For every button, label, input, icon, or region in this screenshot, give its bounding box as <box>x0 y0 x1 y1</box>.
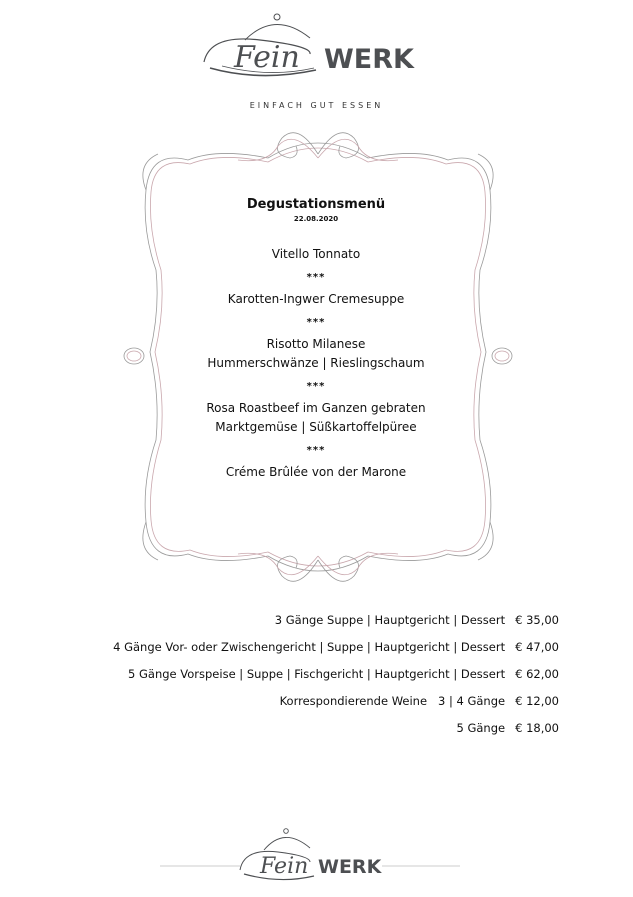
price-row <box>113 718 559 745</box>
course-separator: *** <box>306 317 326 328</box>
price-row <box>113 691 559 718</box>
course-line: Créme Brûlée von der Marone <box>225 465 407 479</box>
course-line: Hummerschwänze | Rieslingschaum <box>207 356 425 370</box>
menu-date: 22.08.2020 <box>293 215 339 223</box>
price-label: 4 Gänge Vor- oder Zwischengericht | Suppe | Hauptgericht | Dessert <box>113 640 506 654</box>
logo-bold-text: WERK <box>324 44 414 75</box>
feinwerk-logo-footer <box>160 826 460 884</box>
tagline: EINFACH GUT ESSEN <box>249 101 384 110</box>
price-row <box>113 664 559 691</box>
price-label: 3 Gänge Suppe | Hauptgericht | Dessert <box>274 613 506 627</box>
price-label: 5 Gänge <box>456 721 506 735</box>
price-label: Korrespondierende Weine 3 | 4 Gänge <box>279 694 506 708</box>
course-4 <box>166 399 466 437</box>
logo-script-text: Fein <box>260 854 309 879</box>
cloche-icon <box>245 24 310 40</box>
course-2 <box>166 290 466 309</box>
price-amount: € 12,00 <box>515 694 559 708</box>
course-separator: *** <box>306 272 326 283</box>
course-line: Marktgemüse | Süßkartoffelpüree <box>215 420 417 434</box>
price-amount: € 47,00 <box>515 640 559 654</box>
price-row <box>113 610 559 637</box>
tasting-menu <box>166 196 466 482</box>
course-1 <box>166 245 466 264</box>
price-list <box>113 610 559 745</box>
course-5 <box>166 463 466 482</box>
course-3 <box>166 335 466 373</box>
course-line: Risotto Milanese <box>266 337 366 351</box>
menu-title: Degustationsmenü <box>246 197 386 212</box>
course-line: Vitello Tonnato <box>271 247 361 261</box>
price-amount: € 35,00 <box>515 613 559 627</box>
logo-bold-text: WERK <box>318 856 382 878</box>
logo-script-text: Fein <box>234 40 300 75</box>
course-separator: *** <box>306 445 326 456</box>
feinwerk-logo <box>200 10 422 80</box>
price-amount: € 18,00 <box>515 721 559 735</box>
course-separator: *** <box>306 381 326 392</box>
price-row <box>113 637 559 664</box>
course-line: Rosa Roastbeef im Ganzen gebraten <box>206 401 426 415</box>
price-amount: € 62,00 <box>515 667 559 681</box>
course-line: Karotten-Ingwer Cremesuppe <box>227 292 405 306</box>
price-label: 5 Gänge Vorspeise | Suppe | Fischgericht | Hauptgericht | Dessert <box>128 667 506 681</box>
cloche-icon <box>264 837 310 850</box>
